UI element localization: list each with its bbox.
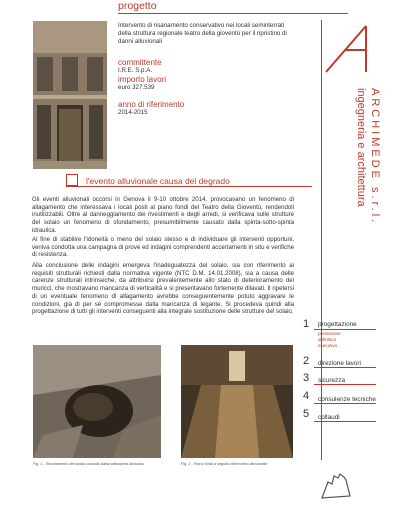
menu-sub-definitivo[interactable]: definitivo bbox=[318, 337, 337, 342]
importo-value: euro 327.539 bbox=[118, 84, 155, 91]
section-divider bbox=[66, 186, 312, 187]
page-title: progetto bbox=[118, 0, 157, 12]
brand-tagline: ingegneria e architettura bbox=[355, 88, 367, 207]
menu-divider bbox=[314, 421, 376, 422]
body-paragraph-2: Al fine di stabilire l'idoneità o meno del solaio stesso e di individuare gli interventi opportuni, veniva condotta una campagna di prove ed indagini comprendenti accertamenti in situ e verifiche di resistenza. bbox=[32, 236, 294, 259]
photo-slab-collapse bbox=[33, 345, 161, 458]
hand-logo-icon bbox=[318, 472, 382, 500]
menu-num-1: 1 bbox=[303, 318, 310, 330]
photo-flooded-basement bbox=[181, 345, 293, 458]
archimede-logo-icon bbox=[322, 20, 378, 76]
caption-fig2: Fig. 2 - Piano fondi a seguito dell'evento alluvionale bbox=[181, 462, 268, 466]
menu-num-3: 3 bbox=[303, 372, 310, 384]
anno-label: anno di riferimento bbox=[118, 100, 185, 109]
section-title: l'evento alluvionale causa del degrado bbox=[86, 176, 230, 186]
menu-num-4: 4 bbox=[303, 390, 310, 402]
menu-item-sicurezza[interactable]: sicurezza bbox=[318, 377, 345, 384]
committente-label: committente bbox=[118, 58, 162, 67]
menu-divider bbox=[314, 367, 376, 368]
header-divider bbox=[118, 13, 348, 14]
body-paragraph-3: Alla conclusione delle indagini emergeva l'inadeguatezza del solaio, sia con riferimento ai requisiti strutturali richiesti dalla normativa vigente (NTC D.M. 14.01.2008), sia a causa delle carenze strutturali intrinseche, da attribuirsi prevalentemente allo stato di deterioramento dei muricci, che mostravano mancanza di verticalità e si presentavano fortemente dilavati. Il ripetersi di un eventuale fenomeno di allagamento avrebbe conseguentemente potuto aggravare le condizioni, già di per sé compromesse dalla mancanza di legante. Si procedeva quindi alla progettazione di tutti gli interventi conseguenti alla integrale sostituzione delle strutture del solaio. bbox=[32, 262, 294, 316]
committente-value: I.R.E. S.p.A. bbox=[118, 67, 153, 74]
menu-item-progettazione[interactable]: progettazione bbox=[318, 321, 357, 328]
importo-label: importo lavori bbox=[118, 75, 167, 84]
building-photo bbox=[33, 21, 107, 169]
section-marker bbox=[66, 174, 78, 186]
menu-item-direzione-lavori[interactable]: direzione lavori bbox=[318, 360, 361, 367]
caption-fig1: Fig. 1 - Sfondamento del solaio causato dalla sottospinta idraulica bbox=[33, 462, 144, 466]
brand-vertical bbox=[332, 88, 382, 303]
body-paragraph-1: Gli eventi alluvionali occorsi in Genova il 9-10 ottobre 2014, provocavano un fenomeno di allagamento che interessava i locali posti al piano fondi del Teatro della Gioventù, rendendoli inutilizzabili. Oltre al danneggiamento dei rivestimenti e degli arredi, si verificava sulle strutture del solaio un fenomeno di sfondamento, presumibilmente causato dalla spinta-sotto-spinta idraulica. bbox=[32, 196, 294, 234]
menu-sub-esecutivo[interactable]: esecutivo bbox=[318, 343, 338, 348]
menu-num-5: 5 bbox=[303, 408, 310, 420]
menu-divider bbox=[314, 384, 376, 385]
brand-name: ARCHIMEDE s.r.l. bbox=[369, 88, 381, 226]
menu-num-2: 2 bbox=[303, 355, 310, 367]
anno-value: 2014-2015 bbox=[118, 109, 148, 116]
menu-item-consulenze-tecniche[interactable]: consulenze tecniche bbox=[318, 396, 376, 403]
menu-item-collaudi[interactable]: collaudi bbox=[318, 414, 340, 421]
intro-text: Intervento di risanamento conservativo nei locali seminterrati della struttura regionale teatro della gioventù per il ripristino di danni alluvionali bbox=[118, 22, 287, 45]
menu-divider bbox=[314, 403, 376, 404]
side-rule bbox=[321, 20, 322, 460]
menu-sub-preliminare[interactable]: preliminare bbox=[318, 331, 341, 336]
menu-divider bbox=[314, 329, 376, 330]
